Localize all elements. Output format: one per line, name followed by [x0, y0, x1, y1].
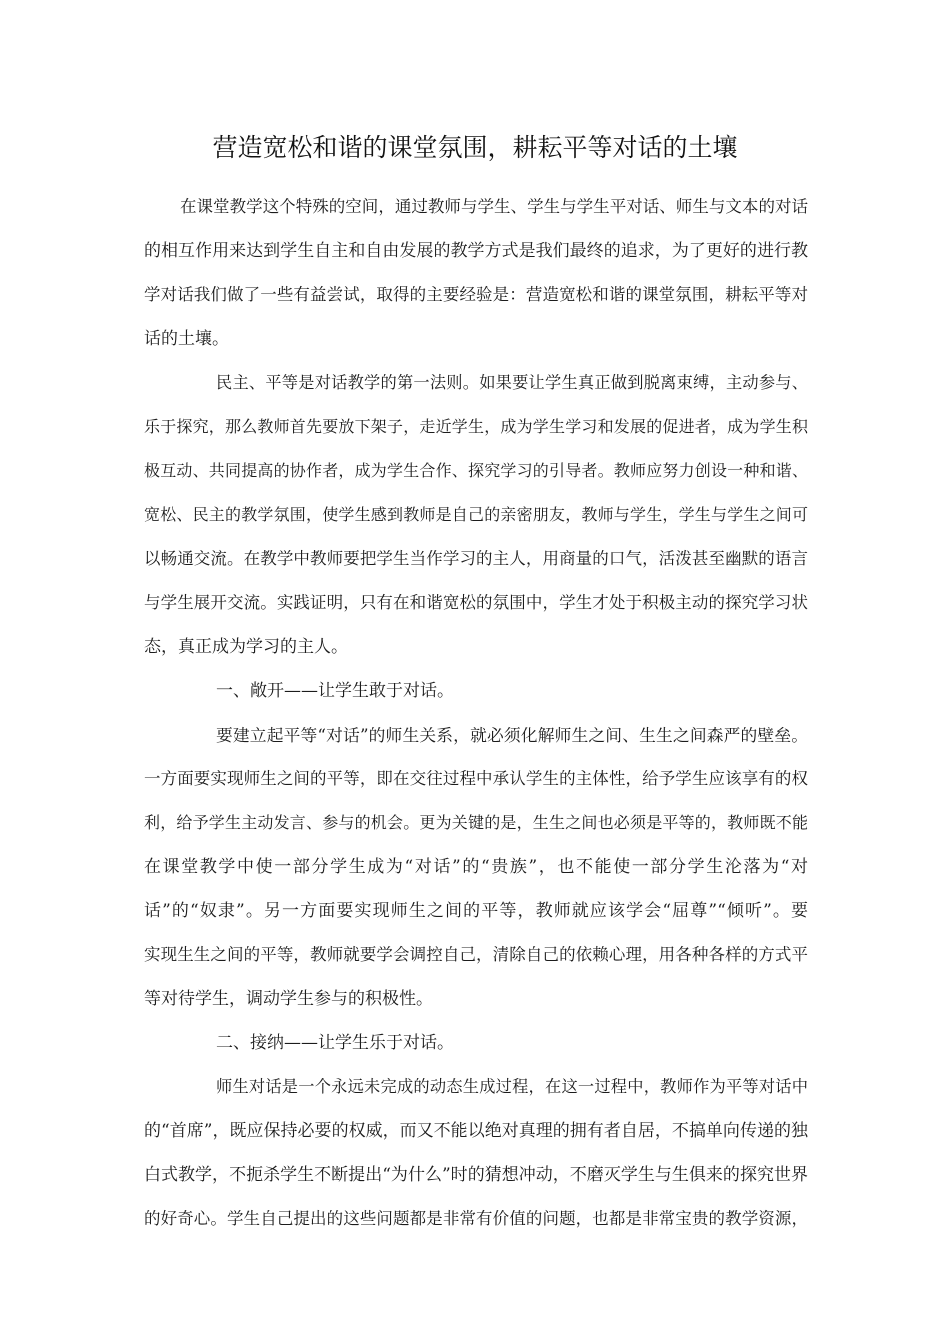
text-line: 师生对话是一个永远未完成的动态生成过程，在这一过程中，教师作为平等对话中 [216, 1077, 808, 1096]
text-line: 等对待学生，调动学生参与的积极性。 [144, 989, 433, 1009]
text-line: 在课堂教学这个特殊的空间，通过教师与学生、学生与学生平对话、师生与文本的对话 [180, 197, 808, 216]
text-line: 与学生展开交流。实践证明，只有在和谐宽松的氛围中，学生才处于积极主动的探究学习状 [144, 593, 808, 612]
text-line: 白式教学，不扼杀学生不断提出“为什么”时的猜想冲动，不磨灭学生与生俱来的探究世界 [144, 1165, 808, 1185]
text-line: 的“首席”，既应保持必要的权威，而又不能以绝对真理的拥有者自居，不搞单向传递的独 [144, 1121, 808, 1141]
section-heading: 一、敞开——让学生敢于对话。 [216, 681, 454, 701]
text-line: 学对话我们做了一些有益尝试，取得的主要经验是：营造宽松和谐的课堂氛围，耕耘平等对 [144, 285, 808, 304]
section-heading: 二、接纳——让学生乐于对话。 [216, 1033, 454, 1053]
text-line: 以畅通交流。在教学中教师要把学生当作学习的主人，用商量的口气，活泼甚至幽默的语言 [144, 549, 808, 568]
text-line: 在课堂教学中使一部分学生成为“对话”的“贵族”，也不能使一部分学生沦落为“对 [144, 857, 808, 877]
text-line: 的相互作用来达到学生自主和自由发展的教学方式是我们最终的追求，为了更好的进行教 [144, 241, 808, 261]
text-line: 要建立起平等“对话”的师生关系，就必须化解师生之间、生生之间森严的壁垒。 [216, 725, 808, 745]
text-line: 话的土壤。 [144, 329, 229, 349]
text-line: 一方面要实现师生之间的平等，即在交往过程中承认学生的主体性，给予学生应该享有的权 [144, 769, 808, 788]
text-line: 话”的“奴隶”。另一方面要实现师生之间的平等，教师就应该学会“屈尊”“倾听”。要 [144, 901, 808, 921]
text-line: 实现生生之间的平等，教师就要学会调控自己，清除自己的依赖心理，用各种各样的方式平 [144, 945, 808, 964]
text-line: 乐于探究，那么教师首先要放下架子，走近学生，成为学生学习和发展的促进者，成为学生积 [144, 417, 808, 436]
document-title: 营造宽松和谐的课堂氛围，耕耘平等对话的土壤 [212, 133, 738, 162]
text-line: 宽松、民主的教学氛围，使学生感到教师是自己的亲密朋友，教师与学生，学生与学生之间可 [144, 505, 808, 524]
text-line: 的好奇心。学生自己提出的这些问题都是非常有价值的问题，也都是非常宝贵的教学资源， [144, 1209, 808, 1228]
text-line: 民主、平等是对话教学的第一法则。如果要让学生真正做到脱离束缚，主动参与、 [216, 373, 808, 392]
text-line: 利，给予学生主动发言、参与的机会。更为关键的是，生生之间也必须是平等的，教师既不能 [144, 813, 808, 832]
text-line: 极互动、共同提高的协作者，成为学生合作、探究学习的引导者。教师应努力创设一种和谐、 [144, 461, 808, 480]
text-line: 态，真正成为学习的主人。 [144, 637, 348, 657]
